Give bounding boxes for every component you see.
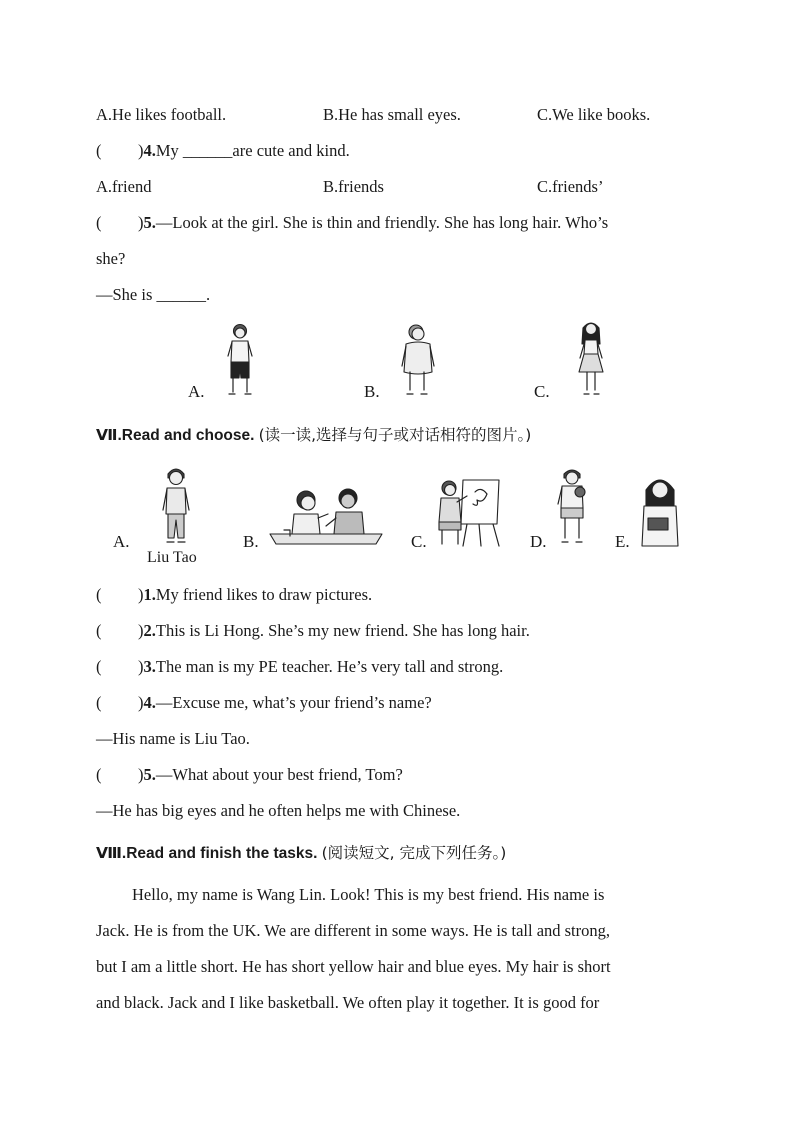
q5-picture-c-label: C. — [534, 382, 550, 401]
sec7-picture-c-label: C. — [411, 532, 427, 551]
answer-blank[interactable]: ( — [96, 213, 102, 232]
answer-blank[interactable]: ( — [96, 621, 102, 640]
sec7-item-5-reply: —He has big eyes and he often helps me with Chinese. — [96, 801, 461, 820]
passage-line-3: but I am a little short. He has short yellow hair and blue eyes. My hair is short — [96, 957, 611, 976]
q4-option-a: A.friend — [96, 177, 152, 196]
answer-blank[interactable]: ( — [96, 585, 102, 604]
answer-blank[interactable]: ( — [96, 141, 102, 160]
question-4: ( )4.My ______are cute and kind. — [96, 141, 350, 160]
sec7-item-4-reply: —His name is Liu Tao. — [96, 729, 250, 748]
question-5: ( )5.—Look at the girl. She is thin and friendly. She has long hair. Who’s — [96, 213, 609, 232]
boy-figure-illustration — [222, 322, 258, 400]
sec7-picture-a-label: A. — [113, 532, 130, 551]
question-5-answer-line: —She is ______. — [96, 285, 211, 304]
woman-long-hair-with-book-illustration — [638, 474, 682, 548]
section-8-header: Ⅷ.Read and finish the tasks. (阅读短文, 完成下列任务。) — [96, 844, 507, 862]
passage-line-4: and black. Jack and I like basketball. We often play it together. It is good for — [96, 993, 600, 1012]
chubby-girl-figure-illustration — [398, 322, 438, 400]
q5-picture-a-label: A. — [188, 382, 205, 401]
sec7-picture-a-name: Liu Tao — [147, 549, 197, 566]
thin-girl-long-hair-figure-illustration — [574, 318, 608, 400]
answer-blank[interactable]: ( — [96, 657, 102, 676]
sec7-item-4: ( )4.—Excuse me, what’s your friend’s name? — [96, 693, 432, 712]
answer-blank[interactable]: ( — [96, 693, 102, 712]
q3-option-c: C.We like books. — [537, 105, 651, 124]
answer-blank[interactable]: ( — [96, 765, 102, 784]
sec7-picture-d-label: D. — [530, 532, 547, 551]
q3-option-a: A.He likes football. — [96, 105, 227, 124]
q4-option-b: B.friends — [323, 177, 384, 196]
sec7-item-3: ( )3.The man is my PE teacher. He’s very tall and strong. — [96, 657, 504, 676]
passage-line-2: Jack. He is from the UK. We are different in some ways. He is tall and strong, — [96, 921, 611, 940]
sec7-item-5: ( )5.—What about your best friend, Tom? — [96, 765, 403, 784]
q3-option-b: B.He has small eyes. — [323, 105, 461, 124]
section-7-header: Ⅶ.Read and choose. (读一读,选择与句子或对话相符的图片。) — [96, 426, 532, 444]
sec7-picture-e-label: E. — [615, 532, 630, 551]
liu-tao-boy-illustration — [158, 464, 194, 548]
pe-teacher-man-with-ball-illustration — [553, 466, 591, 548]
sec7-item-1: ( )1.My friend likes to draw pictures. — [96, 585, 373, 604]
sec7-item-2: ( )2.This is Li Hong. She’s my new friend. She has long hair. — [96, 621, 530, 640]
q4-option-c: C.friends’ — [537, 177, 604, 196]
question-5-continuation: she? — [96, 249, 126, 268]
passage-line-1: Hello, my name is Wang Lin. Look! This is my best friend. His name is — [132, 885, 605, 904]
sec7-picture-b-label: B. — [243, 532, 259, 551]
two-kids-at-desk-illustration — [268, 486, 384, 548]
girl-painting-at-easel-illustration — [433, 474, 505, 548]
q5-picture-b-label: B. — [364, 382, 380, 401]
